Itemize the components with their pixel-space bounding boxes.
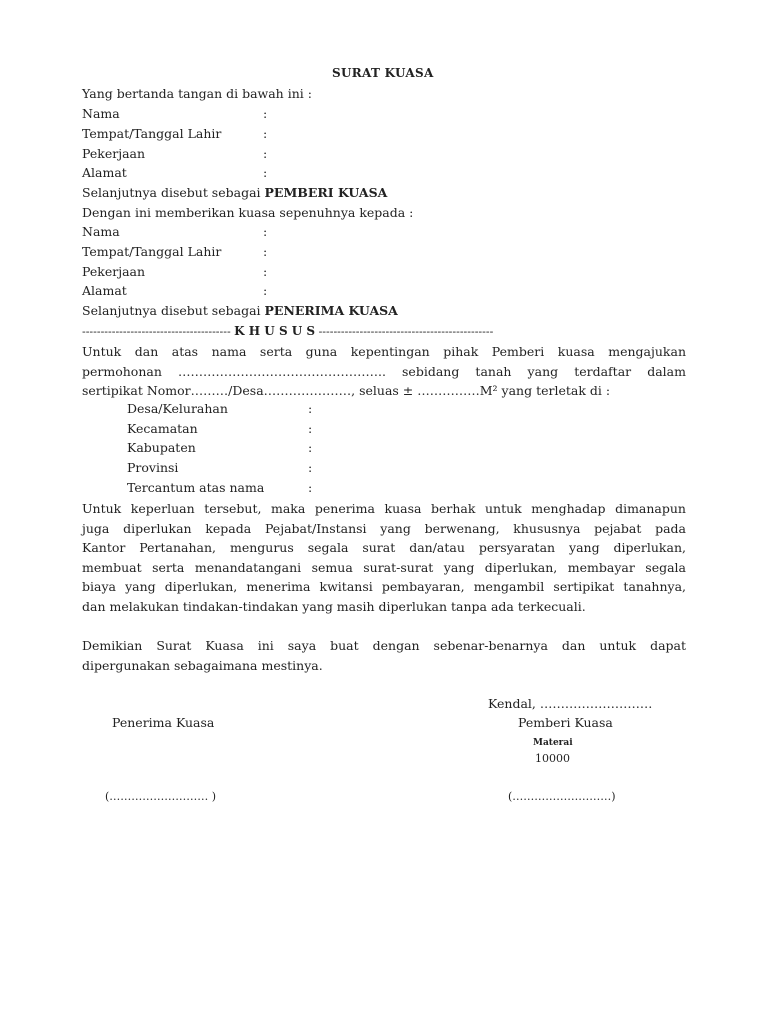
location-field-provinsi: Provinsi : <box>127 460 313 475</box>
paragraph-line: dipergunakan sebagaimana mestinya. <box>82 658 323 673</box>
paragraph-line: Untuk dan atas nama serta guna kepentingan pihak Pemberi kuasa mengajukan <box>82 344 686 359</box>
paragraph-line: Untuk keperluan tersebut, maka penerima kuasa berhak untuk menghadap dimanapun <box>82 501 686 516</box>
paragraph-line: biaya yang diperlukan, menerima kwitansi pembayaran, mengambil sertipikat tanahnya, <box>82 579 686 594</box>
signature-pemberi: (………………………) <box>508 790 616 803</box>
paragraph-line: dan melakukan tindakan-tindakan yang masih diperlukan tanpa ada terkecuali. <box>82 599 586 614</box>
penerima-field-nama: Nama : <box>82 224 268 239</box>
paragraph-line: Demikian Surat Kuasa ini saya buat dengan sebenar-benarnya dan untuk dapat <box>82 638 686 653</box>
penerima-field-pekerjaan: Pekerjaan : <box>82 264 268 279</box>
intro-text: Yang bertanda tangan di bawah ini : <box>82 86 312 101</box>
place-date: Kendal, ……………………… <box>488 696 653 711</box>
location-field-kecamatan: Kecamatan : <box>127 421 313 436</box>
pemberi-field-nama: Nama : <box>82 106 268 121</box>
pemberi-kuasa-label: Pemberi Kuasa <box>518 715 613 730</box>
penerima-field-ttl: Tempat/Tanggal Lahir : <box>82 244 268 259</box>
location-field-atas-nama: Tercantum atas nama : <box>127 480 313 495</box>
khusus-heading: K H U S U S <box>234 324 316 338</box>
pemberi-field-ttl: Tempat/Tanggal Lahir : <box>82 126 268 141</box>
materai-value: 10000 <box>535 752 570 765</box>
location-field-desa: Desa/Kelurahan : <box>127 401 313 416</box>
letter-title: SURAT KUASA <box>332 66 434 80</box>
paragraph-line: membuat serta menandatangani semua surat-surat yang diperlukan, membayar segala <box>82 560 686 575</box>
paragraph-line: juga diperlukan kepada Pejabat/Instansi yang berwenang, khususnya pejabat pada <box>82 521 686 536</box>
penerima-field-alamat: Alamat : <box>82 283 268 298</box>
penerima-caption: Selanjutnya disebut sebagai PENERIMA KUASA <box>82 303 398 318</box>
signature-penerima: (……………………… ) <box>105 790 217 803</box>
location-field-kabupaten: Kabupaten : <box>127 440 313 455</box>
khusus-divider: ---------------------------------------- K H U S U S ----------------------------------------------- <box>82 324 494 338</box>
paragraph-line: permohonan ………………………………………….. sebidang tanah yang terdaftar dalam <box>82 364 686 379</box>
pemberi-caption: Selanjutnya disebut sebagai PEMBERI KUASA <box>82 185 388 200</box>
paragraph-line: sertipikat Nomor………/Desa…………………, seluas ± ……………M² yang terletak di : <box>82 383 611 398</box>
paragraph-line: Kantor Pertanahan, mengurus segala surat dan/atau persyaratan yang diperlukan, <box>82 540 686 555</box>
pemberi-field-alamat: Alamat : <box>82 165 268 180</box>
pemberi-kuasa-term: PEMBERI KUASA <box>264 185 388 200</box>
pemberi-field-pekerjaan: Pekerjaan : <box>82 146 268 161</box>
kepada-text: Dengan ini memberikan kuasa sepenuhnya kepada : <box>82 205 414 220</box>
penerima-kuasa-label: Penerima Kuasa <box>112 715 215 730</box>
penerima-kuasa-term: PENERIMA KUASA <box>264 303 398 318</box>
materai-label: Materai <box>533 738 573 748</box>
